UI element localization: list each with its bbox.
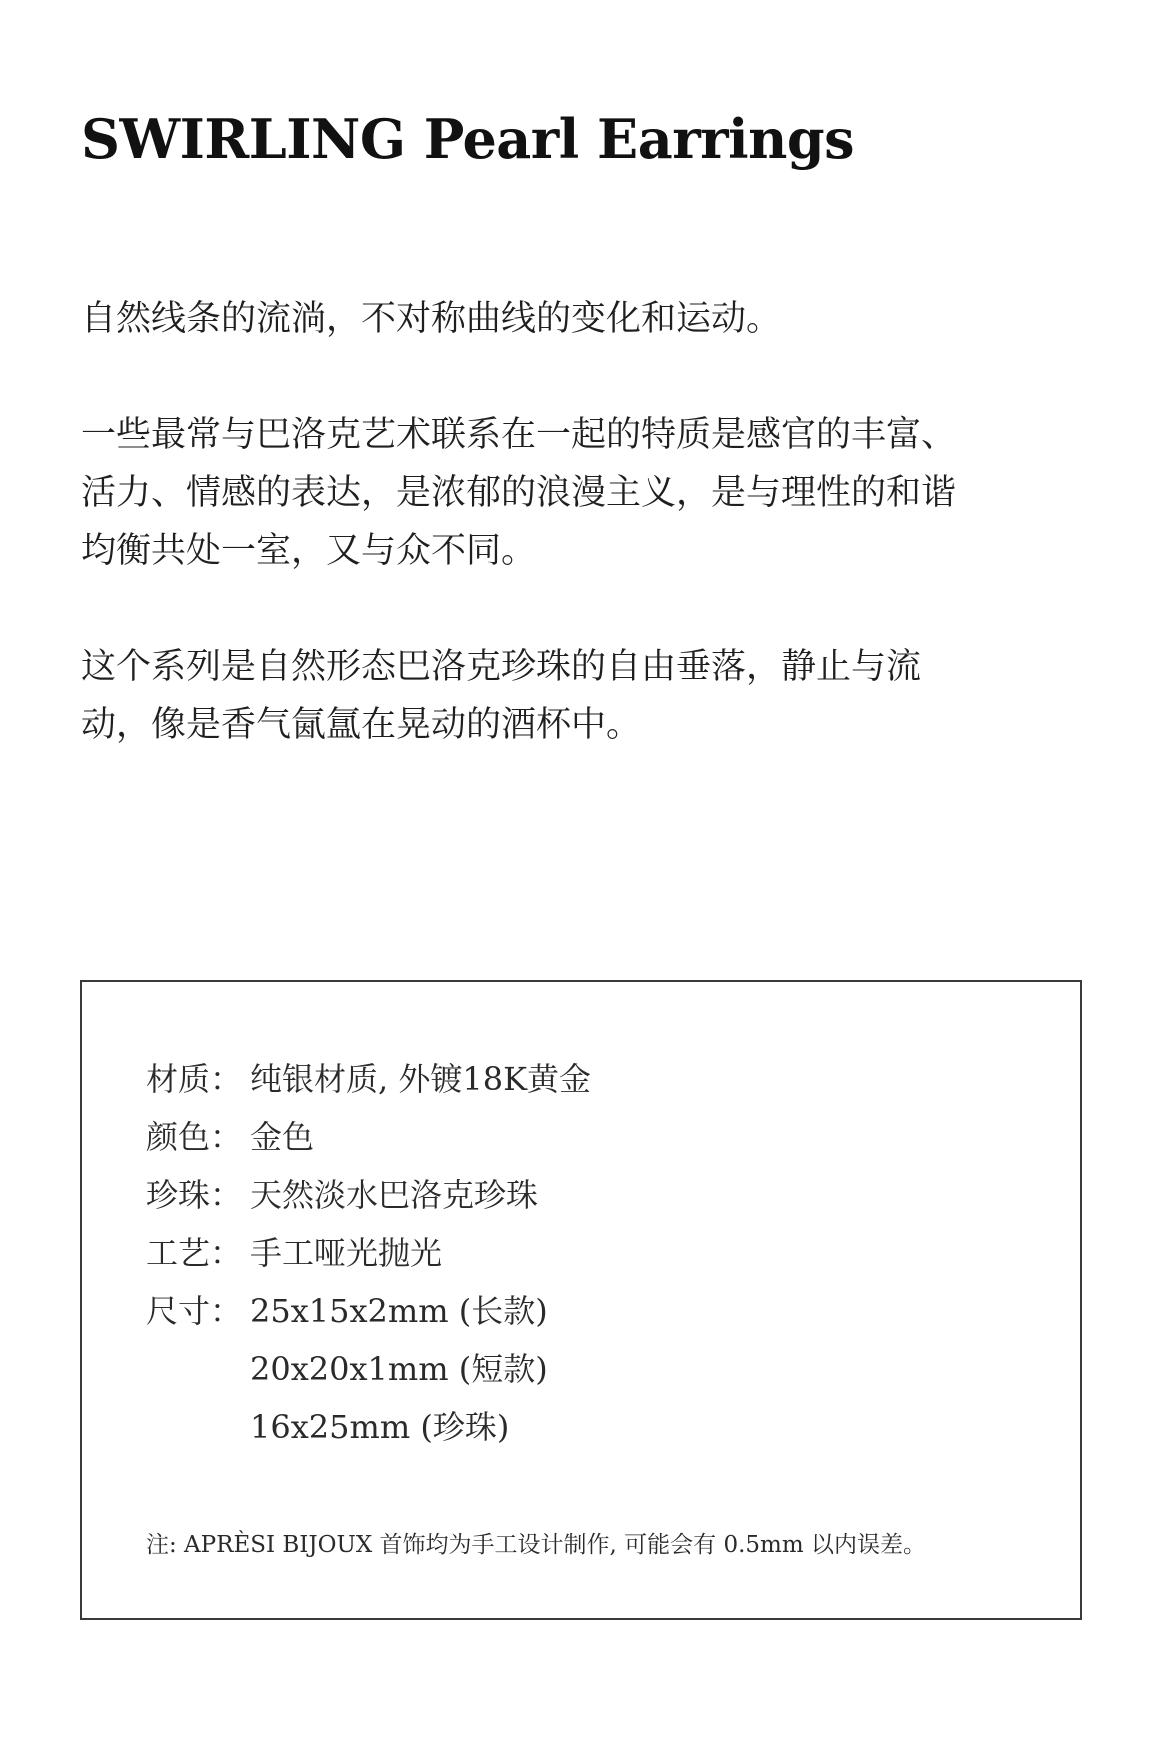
- spec-value: 天然淡水巴洛克珍珠: [250, 1176, 539, 1214]
- description-paragraph: [81, 290, 1081, 348]
- description-paragraph: [81, 638, 1081, 754]
- spec-row-color: [146, 1108, 591, 1166]
- description-line: 动，像是香气氤氲在晃动的酒杯中。: [81, 705, 642, 745]
- spec-value: 手工哑光抛光: [250, 1234, 443, 1272]
- product-description: [81, 290, 1081, 812]
- spec-box: [80, 980, 1082, 1620]
- spec-list: [146, 1050, 591, 1456]
- page-title: SWIRLING Pearl Earrings: [81, 107, 855, 171]
- spec-value: 20x20x1mm (短款): [250, 1350, 548, 1388]
- description-line: 活力、情感的表达，是浓郁的浪漫主义，是与理性的和谐: [81, 473, 957, 513]
- description-paragraph: [81, 406, 1081, 580]
- footnote: 注: APRÈSI BIJOUX 首饰均为手工设计制作, 可能会有 0.5mm 以内误差。: [146, 1532, 926, 1558]
- spec-label: 尺寸：: [146, 1292, 243, 1330]
- spec-value: 16x25mm (珍珠): [250, 1408, 510, 1446]
- spec-row-pearl: [146, 1166, 591, 1224]
- spec-row-size: [146, 1282, 591, 1456]
- description-line: 一些最常与巴洛克艺术联系在一起的特质是感官的丰富、: [81, 415, 957, 455]
- spec-row-material: [146, 1050, 591, 1108]
- spec-value: 纯银材质, 外镀18K黄金: [250, 1060, 591, 1098]
- spec-label: 材质：: [146, 1060, 243, 1098]
- spec-value: 金色: [250, 1118, 315, 1156]
- spec-row-craft: [146, 1224, 591, 1282]
- description-line: 自然线条的流淌，不对称曲线的变化和运动。: [81, 299, 782, 339]
- description-line: 均衡共处一室，又与众不同。: [81, 531, 537, 571]
- description-line: 这个系列是自然形态巴洛克珍珠的自由垂落，静止与流: [81, 647, 922, 687]
- spec-value: 25x15x2mm (长款): [250, 1292, 548, 1330]
- spec-label: 工艺：: [146, 1234, 243, 1272]
- spec-label: 颜色：: [146, 1118, 243, 1156]
- spec-label: 珍珠：: [146, 1176, 243, 1214]
- spec-value-group: [250, 1282, 548, 1456]
